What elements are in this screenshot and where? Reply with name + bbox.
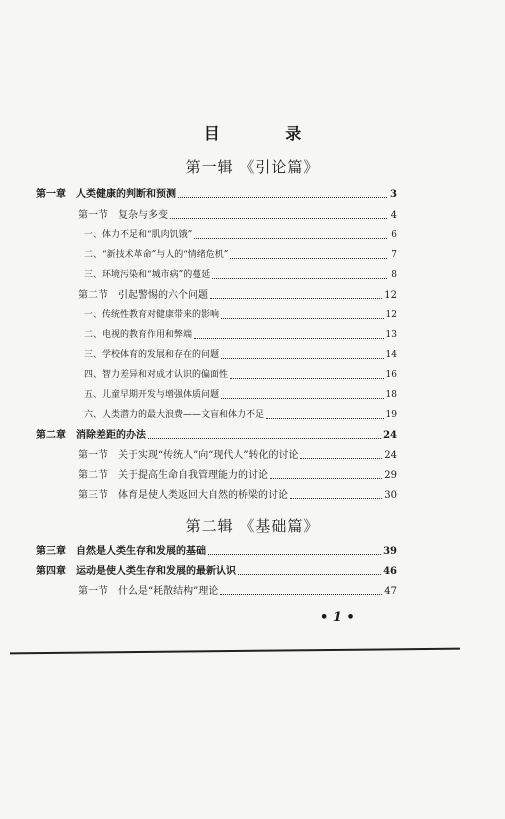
toc-page: 18: [385, 390, 397, 400]
toc-label: 第一节 复杂与多变: [78, 210, 168, 221]
toc-page: 4: [390, 210, 397, 221]
dot-leader: [230, 378, 384, 379]
toc-item-1-2-5: [84, 389, 397, 402]
dot-leader: [220, 594, 382, 595]
toc-page: 7: [391, 250, 397, 260]
dot-leader: [178, 197, 387, 198]
toc-section-2-2: [78, 469, 397, 482]
toc-chapter-3: [36, 545, 397, 558]
toc-page: 8: [391, 270, 397, 280]
toc-page: 30: [384, 490, 397, 501]
toc-page: 6: [391, 230, 397, 240]
toc-item-1-2-4: [84, 369, 397, 382]
toc-section-1-2: [78, 289, 397, 302]
toc-page: 14: [385, 350, 397, 360]
toc-page: 3: [390, 189, 397, 200]
toc-label: 第二节 引起警惕的六个问题: [78, 290, 208, 301]
dot-leader: [194, 238, 387, 239]
toc-label: 第一节 关于实现“传统人”向“现代人”转化的讨论: [78, 450, 299, 461]
toc-label: 二、电视的教育作用和弊端: [84, 330, 193, 340]
dot-leader: [148, 438, 381, 439]
dot-leader: [221, 398, 384, 399]
toc-page: 29: [384, 470, 397, 481]
toc-label: 第三章 自然是人类生存和发展的基础: [36, 546, 206, 557]
toc-item-1-2-2: [84, 329, 397, 342]
toc-item-1-1-2: [84, 249, 397, 262]
toc-label: 一、体力不足和“肌肉饥饿”: [84, 230, 193, 240]
toc-chapter-4: [36, 565, 397, 578]
toc-page: 39: [383, 546, 397, 557]
toc-label: 第四章 运动是使人类生存和发展的最新认识: [36, 566, 236, 577]
toc-label: 二、“新技术革命”与人的“情绪危机”: [84, 250, 229, 260]
toc-item-1-1-3: [84, 269, 397, 282]
toc-page: 47: [384, 586, 397, 597]
dot-leader: [221, 358, 384, 359]
toc-item-1-2-1: [84, 309, 397, 322]
toc-page: 13: [385, 330, 397, 340]
toc-label: 三、学校体育的发展和存在的问题: [84, 350, 220, 360]
dot-leader: [194, 338, 384, 339]
toc-section-4-1: [78, 585, 397, 598]
toc-page: 19: [385, 410, 397, 420]
toc-item-1-2-6: [84, 409, 397, 422]
toc-label: 四、智力差异和对成才认识的偏面性: [84, 370, 229, 380]
toc-page: 16: [385, 370, 397, 380]
dot-leader: [238, 574, 381, 575]
toc-chapter-1: [36, 188, 397, 201]
dot-leader: [300, 458, 382, 459]
part-title-intro: 第一辑 《引论篇》: [185, 158, 320, 176]
toc-label: 第三节 体育是使人类返回大自然的桥梁的讨论: [78, 490, 288, 501]
toc-label: 五、儿童早期开发与增强体质问题: [84, 390, 220, 400]
toc-label: 第二节 关于提高生命自我管理能力的讨论: [78, 470, 268, 481]
toc-page: 46: [383, 566, 397, 577]
page-title: 目 录: [203, 124, 332, 143]
dot-leader: [266, 418, 384, 419]
dot-leader: [230, 258, 387, 259]
toc-item-1-1-1: [84, 229, 397, 242]
toc-label: 第二章 消除差距的办法: [36, 430, 146, 441]
toc-label: 一、传统性教育对健康带来的影响: [84, 310, 220, 320]
toc-section-2-3: [78, 489, 397, 502]
part-title-foundation: 第二辑 《基础篇》: [185, 517, 320, 535]
toc-chapter-2: [36, 429, 397, 442]
dot-leader: [270, 478, 382, 479]
dot-leader: [208, 554, 381, 555]
toc-label: 六、人类潜力的最大浪费——文盲和体力不足: [84, 410, 265, 420]
dot-leader: [221, 318, 384, 319]
dot-leader: [290, 498, 382, 499]
toc-page: 12: [384, 290, 397, 301]
page-number: • 1 •: [320, 610, 355, 625]
toc-page: 12: [385, 310, 397, 320]
bottom-rule: [10, 648, 460, 655]
toc-page: 24: [383, 430, 397, 441]
dot-leader: [170, 218, 387, 219]
toc-label: 第一节 什么是“耗散结构”理论: [78, 586, 219, 597]
toc-section-2-1: [78, 449, 397, 462]
toc-item-1-2-3: [84, 349, 397, 362]
toc-label: 三、环境污染和“城市病”的蔓延: [84, 270, 211, 280]
toc-section-1-1: [78, 209, 397, 222]
toc-label: 第一章 人类健康的判断和预测: [36, 189, 176, 200]
toc-page: 24: [384, 450, 397, 461]
dot-leader: [210, 298, 382, 299]
dot-leader: [212, 278, 387, 279]
